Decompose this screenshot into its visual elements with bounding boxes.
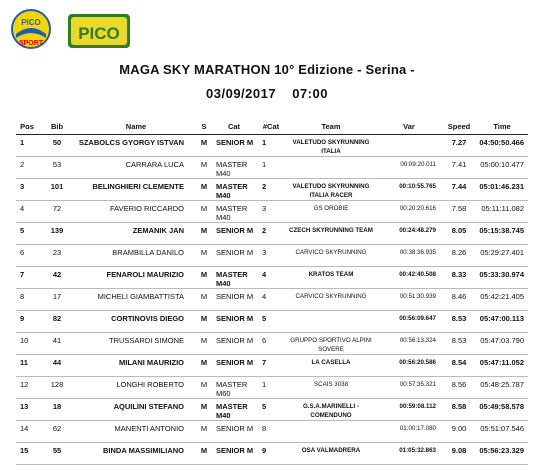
cell-time: 05:00:10.477: [480, 160, 524, 169]
header-pos: Pos: [16, 119, 38, 135]
table-row: [16, 355, 528, 377]
cell-cat-rank: 3: [262, 204, 267, 213]
cell-speed: 7.41: [451, 160, 467, 169]
cell-bib: 17: [52, 292, 62, 301]
cell-name: ZEMANIK JAN: [132, 226, 184, 235]
cell-time: 05:11:11.082: [481, 204, 524, 213]
race-start-time: 07:00: [292, 86, 328, 101]
cell-cat: SENIOR M: [216, 314, 254, 323]
cell-cat-rank: 6: [262, 336, 267, 345]
svg-text:PICO: PICO: [78, 24, 120, 43]
cell-sex: M: [200, 292, 208, 301]
pico-sport-logo: [10, 8, 52, 50]
cell-bib: 101: [50, 182, 64, 191]
cell-name: MILANI MAURIZIO: [119, 358, 184, 367]
cell-var: 00:57:35.321: [399, 381, 436, 388]
cell-var: 00:56:09.647: [399, 315, 436, 322]
cell-bib: 139: [50, 226, 64, 235]
cell-bib: 55: [52, 446, 62, 455]
header-bib: Bib: [38, 119, 76, 135]
table-row: [16, 179, 528, 201]
cell-sex: M: [200, 204, 208, 213]
cell-pos: 15: [20, 446, 29, 455]
cell-pos: 7: [20, 270, 25, 279]
cell-sex: M: [200, 446, 208, 455]
cell-speed: 8.54: [451, 358, 467, 367]
cell-time: 04:50:50.466: [479, 138, 524, 147]
cell-name: BELINGHIERI CLEMENTE: [92, 182, 184, 191]
cell-sex: M: [200, 424, 208, 433]
cell-time: 05:48:25.787: [480, 380, 524, 389]
cell-var: 00:10:55.765: [399, 183, 436, 190]
cell-speed: 8.58: [451, 402, 467, 411]
cell-speed: 8.53: [451, 314, 467, 323]
cell-sex: M: [200, 226, 208, 235]
race-datetime: [0, 86, 534, 101]
race-title: MAGA SKY MARATHON 10° Edizione - Serina -: [119, 62, 415, 77]
cell-var: 01:00:17.080: [399, 425, 436, 432]
cell-speed: 9.00: [451, 424, 467, 433]
cell-cat: SENIOR M: [216, 358, 254, 367]
cell-cat: MASTER M40: [216, 270, 248, 288]
cell-time: 05:29:27.401: [480, 248, 524, 257]
cell-speed: 8.53: [451, 336, 467, 345]
header-var: Var: [376, 119, 442, 135]
cell-pos: 14: [20, 424, 29, 433]
cell-speed: 9.08: [451, 446, 467, 455]
cell-cat: MASTER M40: [216, 402, 248, 420]
cell-pos: 8: [20, 292, 25, 301]
results-body: [16, 135, 528, 465]
cell-name: MANENTI ANTONIO: [114, 424, 184, 433]
cell-sex: M: [200, 402, 208, 411]
table-row: [16, 267, 528, 289]
cell-sex: M: [200, 314, 208, 323]
cell-time: 05:47:00.113: [479, 314, 524, 323]
cell-pos: 9: [20, 314, 25, 323]
cell-name: CARRARA LUCA: [125, 160, 184, 169]
table-row: [16, 135, 528, 157]
cell-pos: 3: [20, 182, 25, 191]
table-row: [16, 399, 528, 421]
cell-time: 05:49:58.578: [479, 402, 524, 411]
cell-bib: 128: [50, 380, 64, 389]
header-name: Name: [76, 119, 196, 135]
cell-time: 05:01:46.231: [479, 182, 524, 191]
cell-team: OSA VALMADRERA: [301, 447, 361, 454]
cell-team: [286, 311, 376, 333]
cell-pos: 5: [20, 226, 25, 235]
cell-time: 05:56:23.329: [479, 446, 524, 455]
cell-var: 00:59:08.112: [399, 403, 436, 410]
cell-var: 00:42:40.508: [399, 271, 436, 278]
cell-bib: 82: [52, 314, 62, 323]
cell-bib: 23: [52, 248, 62, 257]
cell-speed: 8.46: [451, 292, 467, 301]
cell-sex: M: [200, 248, 208, 257]
cell-name: AQUILINI STEFANO: [113, 402, 184, 411]
cell-name: LONGHI ROBERTO: [116, 380, 184, 389]
cell-cat: SENIOR M: [216, 248, 254, 257]
cell-name: TRUSSARDI SIMONE: [108, 336, 184, 345]
cell-bib: 41: [52, 336, 62, 345]
cell-time: 05:42:21.405: [480, 292, 524, 301]
cell-pos: 12: [20, 380, 29, 389]
cell-cat: SENIOR M: [216, 226, 254, 235]
cell-bib: 18: [52, 402, 62, 411]
header-team: Team: [286, 119, 376, 135]
cell-speed: 8.33: [451, 270, 467, 279]
cell-cat: MASTER M40: [216, 160, 248, 178]
cell-time: 05:33:30.974: [479, 270, 524, 279]
cell-team: KRATOS TEAM: [308, 271, 354, 278]
cell-name: SZABOLCS GYORGY ISTVAN: [78, 138, 184, 147]
cell-sex: M: [200, 336, 208, 345]
cell-team: [286, 157, 376, 179]
cell-team: VALETUDO SKYRUNNING ITALIA: [292, 139, 370, 155]
cell-cat-rank: 9: [262, 446, 267, 455]
cell-cat: MASTER M40: [216, 204, 248, 222]
cell-bib: 50: [52, 138, 62, 147]
cell-sex: M: [200, 160, 208, 169]
cell-sex: M: [200, 358, 208, 367]
cell-pos: 2: [20, 160, 25, 169]
cell-cat: MASTER M40: [216, 182, 248, 200]
header-sex: S: [196, 119, 212, 135]
cell-bib: 72: [52, 204, 62, 213]
table-row: [16, 377, 528, 399]
cell-team: GS OROBIE: [313, 205, 349, 212]
table-header-row: [16, 119, 528, 135]
cell-cat-rank: 5: [262, 314, 267, 323]
cell-cat: SENIOR M: [216, 446, 254, 455]
table-row: [16, 333, 528, 355]
table-row: [16, 223, 528, 245]
cell-team: [286, 421, 376, 443]
cell-time: 05:47:03.790: [480, 336, 524, 345]
cell-team: CARVICO SKYRUNNING: [295, 249, 367, 256]
cell-cat: MASTER M60: [216, 380, 248, 398]
cell-time: 05:15:38.745: [479, 226, 524, 235]
header-time: Time: [476, 119, 528, 135]
cell-team: VALETUDO SKYRUNNING ITALIA RACER: [292, 183, 370, 199]
cell-cat-rank: 1: [262, 138, 267, 147]
svg-text:SPORT: SPORT: [18, 40, 44, 47]
cell-cat-rank: 1: [262, 160, 267, 169]
cell-cat: SENIOR M: [216, 424, 254, 433]
cell-team: GRUPPO SPORTIVO ALPINI SOVERE: [290, 337, 372, 353]
cell-team: G.S.A.MARINELLI - COMENDUNO: [302, 403, 360, 419]
cell-cat-rank: 4: [262, 270, 267, 279]
cell-team: LA CASELLA: [311, 359, 351, 366]
cell-time: 05:51:07.546: [480, 424, 524, 433]
cell-pos: 11: [20, 358, 28, 367]
cell-pos: 6: [20, 248, 25, 257]
cell-cat-rank: 2: [262, 226, 267, 235]
cell-name: MICHELI GIAMBATTISTA: [97, 292, 184, 301]
cell-speed: 8.56: [451, 380, 467, 389]
cell-var: 00:38:36.935: [399, 249, 436, 256]
cell-var: 01:05:32.863: [399, 447, 436, 454]
table-row: [16, 443, 528, 465]
race-date: 03/09/2017: [206, 86, 277, 101]
table-row: [16, 421, 528, 443]
cell-speed: 7.44: [451, 182, 467, 191]
cell-team: CARVICO SKYRUNNING: [295, 293, 367, 300]
header-speed: Speed: [442, 119, 476, 135]
cell-bib: 62: [52, 424, 62, 433]
table-row: [16, 311, 528, 333]
cell-var: 00:51:30.939: [399, 293, 436, 300]
cell-bib: 53: [52, 160, 62, 169]
cell-sex: M: [200, 182, 208, 191]
table-row: [16, 157, 528, 179]
pico-brand-logo: [68, 10, 130, 50]
cell-bib: 44: [52, 358, 62, 367]
cell-cat-rank: 8: [262, 424, 267, 433]
cell-name: FAVERIO RICCARDO: [109, 204, 184, 213]
svg-text:PICO: PICO: [21, 18, 41, 27]
cell-team: SCAIS 3038: [313, 381, 349, 388]
results-table: [16, 119, 528, 465]
cell-var: 00:20:20.616: [399, 205, 436, 212]
cell-sex: M: [200, 270, 208, 279]
cell-cat-rank: 2: [262, 182, 267, 191]
cell-pos: 1: [20, 138, 25, 147]
cell-var: 00:56:20.586: [399, 359, 436, 366]
cell-speed: 8.05: [451, 226, 467, 235]
cell-cat-rank: 7: [262, 358, 267, 367]
cell-name: BRAMBILLA DANILO: [112, 248, 184, 257]
cell-var: 00:09:20.011: [400, 161, 436, 168]
cell-var: 00:56:13.324: [399, 337, 436, 344]
cell-speed: 7.58: [451, 204, 467, 213]
cell-var: 00:24:48.279: [399, 227, 436, 234]
cell-cat-rank: 3: [262, 248, 267, 257]
header-cat: Cat: [212, 119, 256, 135]
cell-pos: 4: [20, 204, 25, 213]
cell-speed: 7.27: [451, 138, 467, 147]
cell-time: 05:47:11.052: [479, 358, 524, 367]
cell-cat-rank: 5: [262, 402, 267, 411]
cell-var: [376, 135, 442, 157]
cell-pos: 13: [20, 402, 29, 411]
cell-sex: M: [200, 138, 208, 147]
cell-cat-rank: 4: [262, 292, 267, 301]
cell-speed: 8.26: [451, 248, 467, 257]
cell-team: CZECH SKYRUNNING TEAM: [289, 227, 373, 234]
race-title-block: [0, 62, 534, 101]
cell-name: BINDA MASSIMILIANO: [103, 446, 184, 455]
cell-cat-rank: 1: [262, 380, 267, 389]
cell-cat: SENIOR M: [216, 336, 254, 345]
cell-cat: SENIOR M: [216, 138, 254, 147]
table-row: [16, 201, 528, 223]
cell-sex: M: [200, 380, 208, 389]
cell-cat: SENIOR M: [216, 292, 254, 301]
cell-name: FENAROLI MAURIZIO: [106, 270, 184, 279]
header-cat-rank: #Cat: [256, 119, 286, 135]
cell-pos: 10: [20, 336, 29, 345]
cell-name: CORTINOVIS DIEGO: [111, 314, 184, 323]
table-row: [16, 245, 528, 267]
table-row: [16, 289, 528, 311]
cell-bib: 42: [52, 270, 62, 279]
